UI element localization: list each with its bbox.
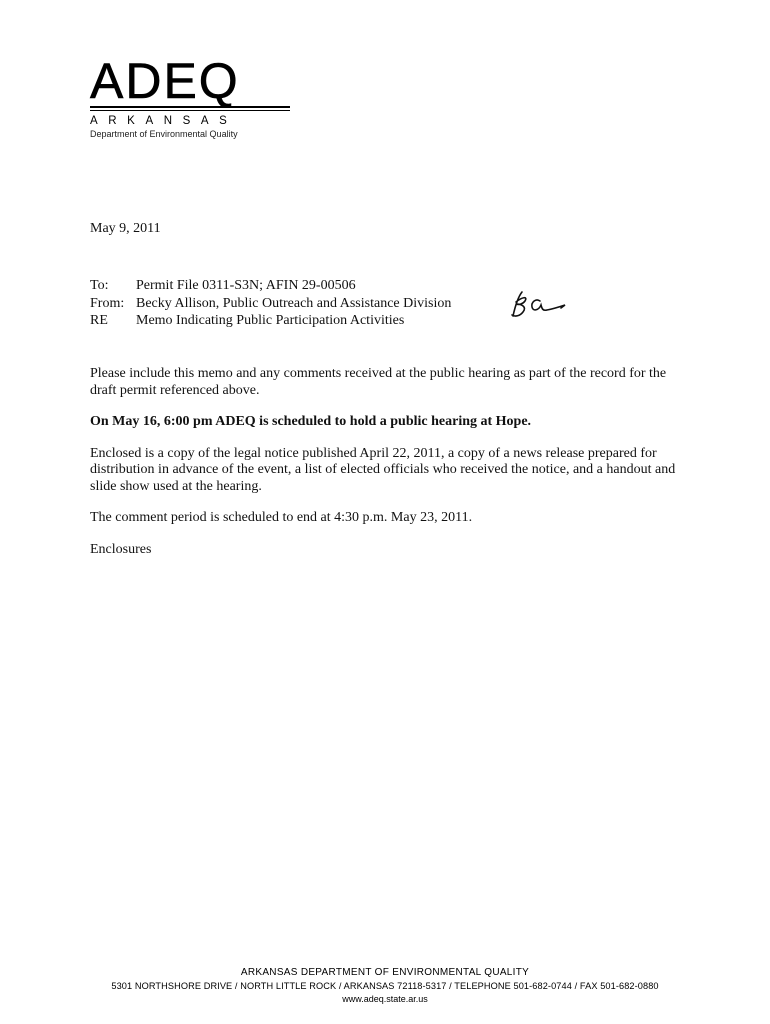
memo-to-label: To: xyxy=(90,278,109,293)
body-paragraph: Please include this memo and any comments received at the public hearing as part of the record for the draft permit referenced above. xyxy=(90,366,667,398)
memo-header xyxy=(90,277,451,330)
memo-re-row xyxy=(90,312,451,330)
enclosures-note: Enclosures xyxy=(90,541,152,557)
body-paragraph: The comment period is scheduled to end at 4:30 p.m. May 23, 2011. xyxy=(90,510,473,525)
logo-department-name: Department of Environmental Quality xyxy=(90,129,238,139)
footer-website: www.adeq.state.ar.us xyxy=(342,994,428,1004)
page-footer xyxy=(0,967,770,1005)
memo-from-value: Becky Allison, Public Outreach and Assistance Division xyxy=(136,295,452,311)
memo-re-label: RE xyxy=(90,313,108,328)
memo-from-row xyxy=(90,295,451,313)
memo-date: May 9, 2011 xyxy=(90,221,161,236)
memo-body xyxy=(90,366,690,573)
memo-from-label: From: xyxy=(90,295,125,311)
agency-logo xyxy=(90,53,305,140)
footer-address: 5301 NORTHSHORE DRIVE / NORTH LITTLE ROCK / ARKANSAS 72118-5317 / TELEPHONE 501-682-0744 / FAX 501-682-0880 xyxy=(111,981,659,991)
logo-wordmark: ADEQ xyxy=(90,53,240,109)
handwritten-initials xyxy=(507,285,573,321)
body-paragraph: On May 16, 6:00 pm ADEQ is scheduled to hold a public hearing at Hope. xyxy=(90,414,532,429)
memo-to-value: Permit File 0311-S3N; AFIN 29-00506 xyxy=(136,278,356,293)
logo-state-name: ARKANSAS xyxy=(90,115,238,127)
logo-rule-thin xyxy=(90,110,290,111)
footer-department: ARKANSAS DEPARTMENT OF ENVIRONMENTAL QUALITY xyxy=(240,967,530,978)
memo-re-value: Memo Indicating Public Participation Activities xyxy=(136,313,405,328)
body-paragraph: Enclosed is a copy of the legal notice published April 22, 2011, a copy of a news release prepared for distribution in advance of the event, a list of elected officials who received the notice, and a handout and slide show used at the hearing. xyxy=(90,445,676,494)
memo-to-row xyxy=(90,277,451,295)
